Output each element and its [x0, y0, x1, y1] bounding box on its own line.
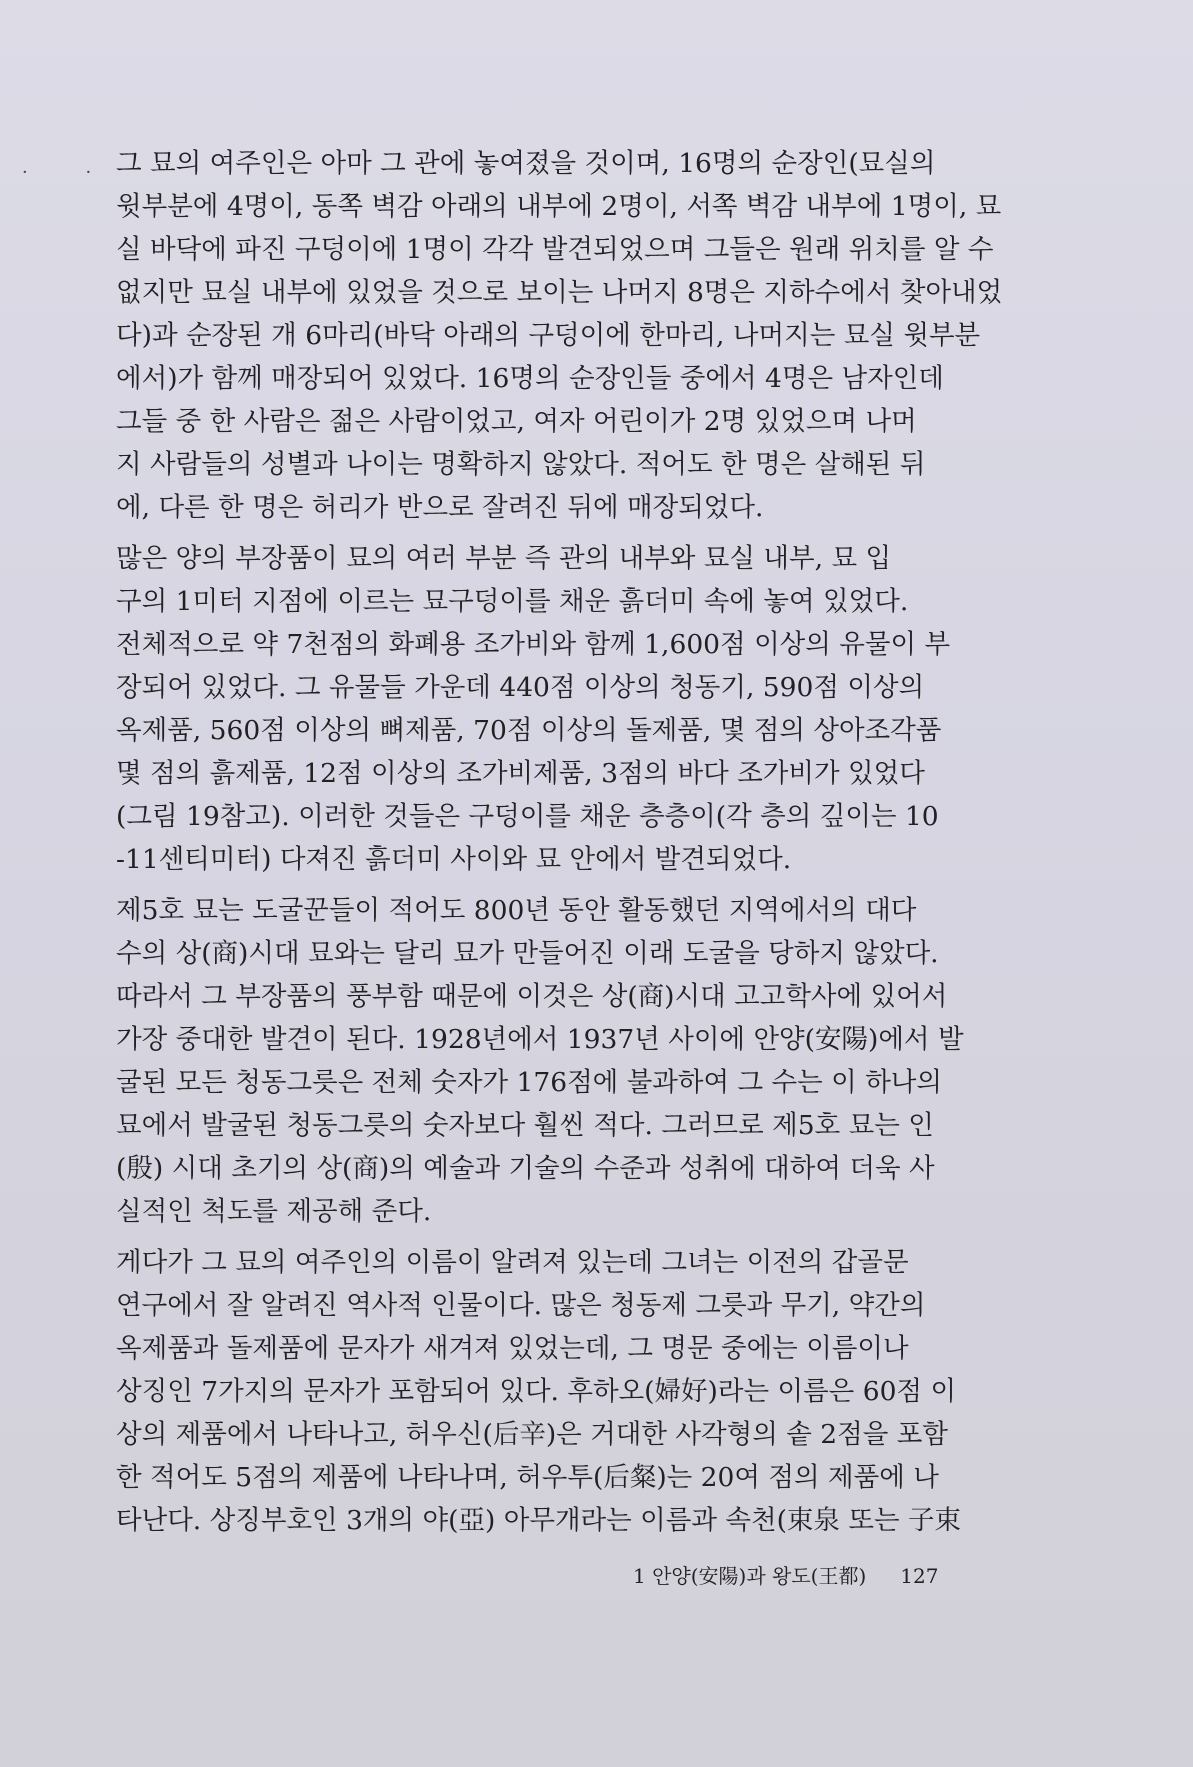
- page-number: 127: [900, 1564, 939, 1588]
- text-line: 윗부분에 4명이, 동쪽 벽감 아래의 내부에 2명이, 서쪽 벽감 내부에 1명이, 묘: [116, 191, 1002, 222]
- text-line: 그들 중 한 사람은 젊은 사람이었고, 여자 어린이가 2명 있었으며 나머: [116, 406, 917, 437]
- body-text: [116, 142, 1028, 1550]
- paragraph: [116, 142, 1028, 529]
- text-line: 실적인 척도를 제공해 준다.: [116, 1196, 432, 1227]
- text-line: -11센티미터) 다져진 흙더미 사이와 묘 안에서 발견되었다.: [116, 844, 792, 875]
- text-line: 따라서 그 부장품의 풍부함 때문에 이것은 상(商)시대 고고학사에 있어서: [116, 981, 948, 1012]
- text-line: 몇 점의 흙제품, 12점 이상의 조가비제품, 3점의 바다 조가비가 있었다: [116, 758, 925, 789]
- page-footer: [633, 1560, 938, 1589]
- text-line: (殷) 시대 초기의 상(商)의 예술과 기술의 수준과 성취에 대하여 더욱 사: [116, 1153, 935, 1184]
- text-line: (그림 19참고). 이러한 것들은 구덩이를 채운 층층이(각 층의 깊이는 10: [116, 801, 939, 832]
- text-line: 그 묘의 여주인은 아마 그 관에 놓여졌을 것이며, 16명의 순장인(묘실의: [116, 148, 936, 179]
- paragraph: [116, 537, 1028, 881]
- text-line: 상징인 7가지의 문자가 포함되어 있다. 후하오(婦好)라는 이름은 60점 이: [116, 1376, 957, 1407]
- text-line: 지 사람들의 성별과 나이는 명확하지 않았다. 적어도 한 명은 살해된 뒤: [116, 449, 926, 480]
- text-line: 옥제품, 560점 이상의 뼈제품, 70점 이상의 돌제품, 몇 점의 상아조각품: [116, 715, 942, 746]
- paragraph: [116, 1241, 1028, 1542]
- running-head: 1 안양(安陽)과 왕도(王都): [633, 1564, 867, 1588]
- text-line: 한 적어도 5점의 제품에 나타나며, 허우투(后粲)는 20여 점의 제품에 나: [116, 1462, 939, 1493]
- text-line: 많은 양의 부장품이 묘의 여러 부분 즉 관의 내부와 묘실 내부, 묘 입: [116, 543, 892, 574]
- text-line: 상의 제품에서 나타나고, 허우신(后辛)은 거대한 사각형의 솥 2점을 포함: [116, 1419, 948, 1450]
- text-line: 굴된 모든 청동그릇은 전체 숫자가 176점에 불과하여 그 수는 이 하나의: [116, 1067, 942, 1098]
- text-line: 실 바닥에 파진 구덩이에 1명이 각각 발견되었으며 그들은 원래 위치를 알 수: [116, 234, 994, 265]
- text-line: 에서)가 함께 매장되어 있었다. 16명의 순장인들 중에서 4명은 남자인데: [116, 363, 944, 394]
- text-line: 장되어 있었다. 그 유물들 가운데 440점 이상의 청동기, 590점 이상의: [116, 672, 925, 703]
- text-line: 수의 상(商)시대 묘와는 달리 묘가 만들어진 이래 도굴을 당하지 않았다.: [116, 938, 939, 969]
- text-line: 게다가 그 묘의 여주인의 이름이 알려져 있는데 그녀는 이전의 갑골문: [116, 1247, 909, 1278]
- text-line: 타난다. 상징부호인 3개의 야(亞) 아무개라는 이름과 속천(束泉 또는 子束: [116, 1505, 961, 1536]
- text-line: 에, 다른 한 명은 허리가 반으로 잘려진 뒤에 매장되었다.: [116, 492, 764, 523]
- paragraph: [116, 889, 1028, 1233]
- text-line: 가장 중대한 발견이 된다. 1928년에서 1937년 사이에 안양(安陽)에서 발: [116, 1024, 964, 1055]
- text-line: 다)과 순장된 개 6마리(바닥 아래의 구덩이에 한마리, 나머지는 묘실 윗부분: [116, 320, 981, 351]
- margin-dots: · ·: [22, 162, 118, 183]
- text-line: 구의 1미터 지점에 이르는 묘구덩이를 채운 흙더미 속에 놓여 있었다.: [116, 586, 909, 617]
- text-line: 연구에서 잘 알려진 역사적 인물이다. 많은 청동제 그릇과 무기, 약간의: [116, 1290, 926, 1321]
- text-line: 옥제품과 돌제품에 문자가 새겨져 있었는데, 그 명문 중에는 이름이나: [116, 1333, 909, 1364]
- text-line: 묘에서 발굴된 청동그릇의 숫자보다 훨씬 적다. 그러므로 제5호 묘는 인: [116, 1110, 934, 1141]
- text-line: 없지만 묘실 내부에 있었을 것으로 보이는 나머지 8명은 지하수에서 찾아내었: [116, 277, 1003, 308]
- text-line: 전체적으로 약 7천점의 화폐용 조가비와 함께 1,600점 이상의 유물이 부: [116, 629, 951, 660]
- text-line: 제5호 묘는 도굴꾼들이 적어도 800년 동안 활동했던 지역에서의 대다: [116, 895, 917, 926]
